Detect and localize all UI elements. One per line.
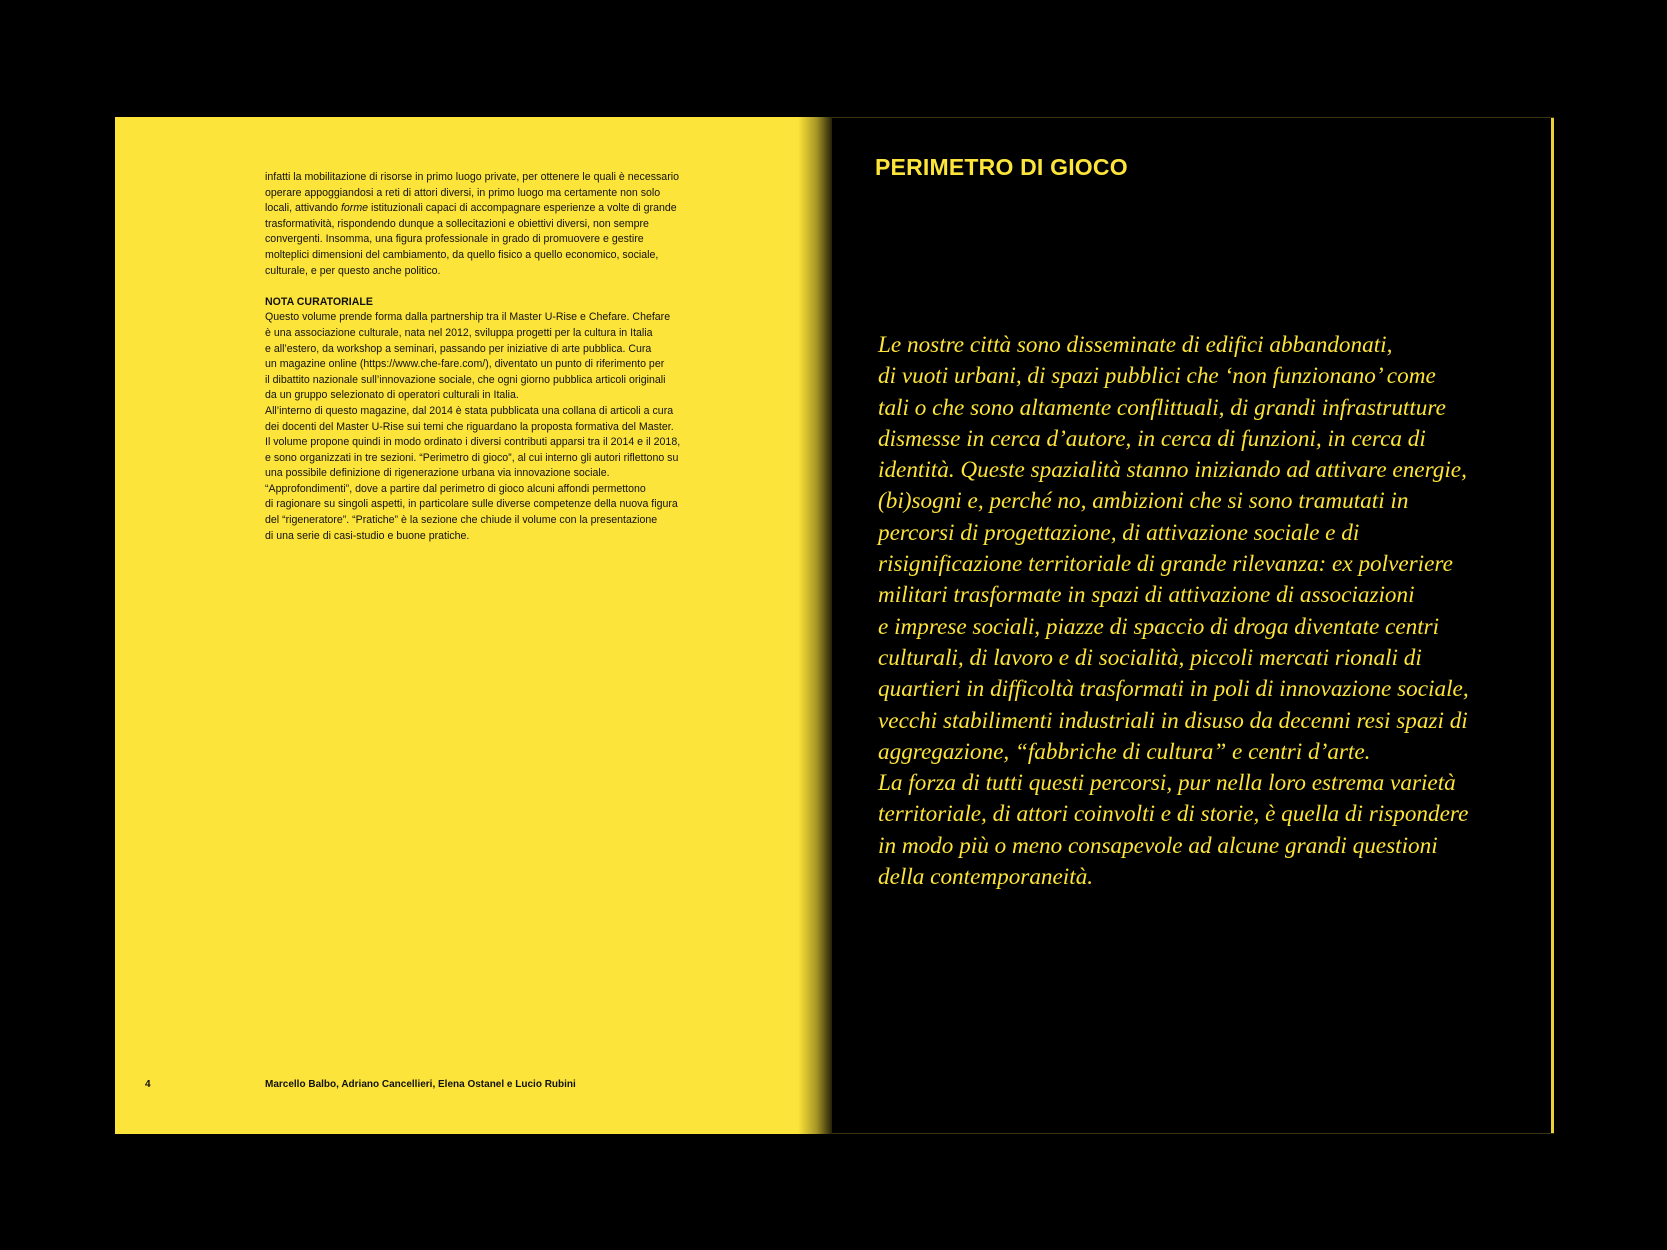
text-line: da un gruppo selezionato di operatori culturali in Italia. — [265, 389, 519, 402]
text-line: è una associazione culturale, nata nel 2012, sviluppa progetti per la cultura in Italia — [265, 326, 653, 339]
quote-line: dismesse in cerca d’autore, in cerca di funzioni, in cerca di — [878, 425, 1426, 452]
paragraph-gap — [265, 279, 735, 295]
quote-line: identità. Queste spazialità stanno iniziando ad attivare energie, — [878, 457, 1467, 484]
quote-line: militari trasformate in spazi di attivazione di associazioni — [878, 582, 1415, 609]
text-line: convergenti. Insomma, una figura professionale in grado di promuovere e gestire — [265, 233, 644, 246]
quote-line: in modo più o meno consapevole ad alcune grandi questioni — [878, 832, 1438, 859]
text-line: operare appoggiandosi a reti di attori diversi, in primo luogo ma certamente non solo — [265, 186, 661, 199]
text-line: una possibile definizione di rigenerazione urbana via innovazione sociale. — [265, 467, 610, 480]
quote-line: vecchi stabilimenti industriali in disuso da decenni resi spazi di — [878, 707, 1468, 734]
quote-line: culturali, di lavoro e di socialità, piccoli mercati rionali di — [878, 644, 1422, 671]
text-line: dei docenti del Master U-Rise sui temi che riguardano la proposta formativa del Master. — [265, 420, 674, 433]
text-span: locali, attivando — [265, 202, 341, 215]
text-line: del “rigeneratore”. “Pratiche” è la sezione che chiude il volume con la presentazione — [265, 514, 658, 527]
text-line: “Approfondimenti”, dove a partire dal perimetro di gioco alcuni affondi permettono — [265, 482, 646, 495]
quote-line: di vuoti urbani, di spazi pubblici che ‘non funzionano’ come — [878, 363, 1436, 390]
quote-line: aggregazione, “fabbriche di cultura” e centri d’arte. — [878, 738, 1371, 765]
quote-line: risignificazione territoriale di grande rilevanza: ex polveriere — [878, 551, 1453, 578]
running-footer-authors: Marcello Balbo, Adriano Cancellieri, Elena Ostanel e Lucio Rubini — [265, 1079, 576, 1090]
quote-line: Le nostre città sono disseminate di edifici abbandonati, — [878, 332, 1393, 358]
intro-quote — [878, 330, 1528, 893]
quote-line: territoriale, di attori coinvolti e di storie, è quella di rispondere — [878, 801, 1469, 828]
text-line: molteplici dimensioni del cambiamento, da quello fisico a quello economico, sociale, — [265, 248, 659, 261]
quote-line: tali o che sono altamente conflittuali, di grandi infrastrutture — [878, 394, 1446, 421]
book-spread — [115, 117, 1554, 1134]
text-line: di una serie di casi-studio e buone pratiche. — [265, 529, 470, 542]
text-line: infatti la mobilitazione di risorse in primo luogo private, per ottenere le quali è necessario — [265, 171, 679, 183]
italic-word: forme — [340, 202, 369, 215]
quote-line: quartieri in difficoltà trasformati in poli di innovazione sociale, — [878, 676, 1469, 703]
section-heading: NOTA CURATORIALE — [265, 295, 373, 308]
text-line: il dibattito nazionale sull’innovazione sociale, che ogni giorno pubblica articoli originali — [265, 373, 666, 386]
text-line: Il volume propone quindi in modo ordinato i diversi contributi apparsi tra il 2014 e il 2018, — [265, 436, 681, 449]
quote-line: La forza di tutti questi percorsi, pur nella loro estrema varietà — [878, 770, 1456, 797]
quote-line: della contemporaneità. — [878, 864, 1094, 891]
text-line: Questo volume prende forma dalla partnership tra il Master U-Rise e Chefare. Chefare — [265, 311, 671, 324]
quote-line: (bi)sogni e, perché no, ambizioni che si sono tramutati in — [878, 488, 1409, 515]
section-title: PERIMETRO DI GIOCO — [875, 154, 1128, 180]
page-number: 4 — [145, 1079, 151, 1090]
left-page — [115, 117, 832, 1134]
body-text — [265, 170, 735, 544]
text-line: di ragionare su singoli aspetti, in particolare sulle diverse competenze della nuova figura — [265, 498, 678, 511]
text-line — [265, 201, 735, 217]
text-span: istituzionali capaci di accompagnare esperienze a volte di grande — [368, 202, 677, 215]
text-line: un magazine online (https://www.che-fare.com/), diventato un punto di riferimento per — [265, 358, 665, 371]
text-line: e all’estero, da workshop a seminari, passando per iniziative di arte pubblica. Cura — [265, 342, 652, 355]
text-line: e sono organizzati in tre sezioni. “Perimetro di gioco”, al cui interno gli autori riflettono su — [265, 451, 679, 464]
quote-line: e imprese sociali, piazze di spaccio di droga diventate centri — [878, 613, 1440, 640]
text-line: All’interno di questo magazine, dal 2014 è stata pubblicata una collana di articoli a cura — [265, 404, 674, 417]
quote-line: percorsi di progettazione, di attivazione sociale e di — [878, 519, 1360, 546]
text-line: trasformatività, rispondendo dunque a sollecitazioni e obiettivi diversi, non sempre — [265, 217, 649, 230]
text-line: culturale, e per questo anche politico. — [265, 264, 441, 277]
